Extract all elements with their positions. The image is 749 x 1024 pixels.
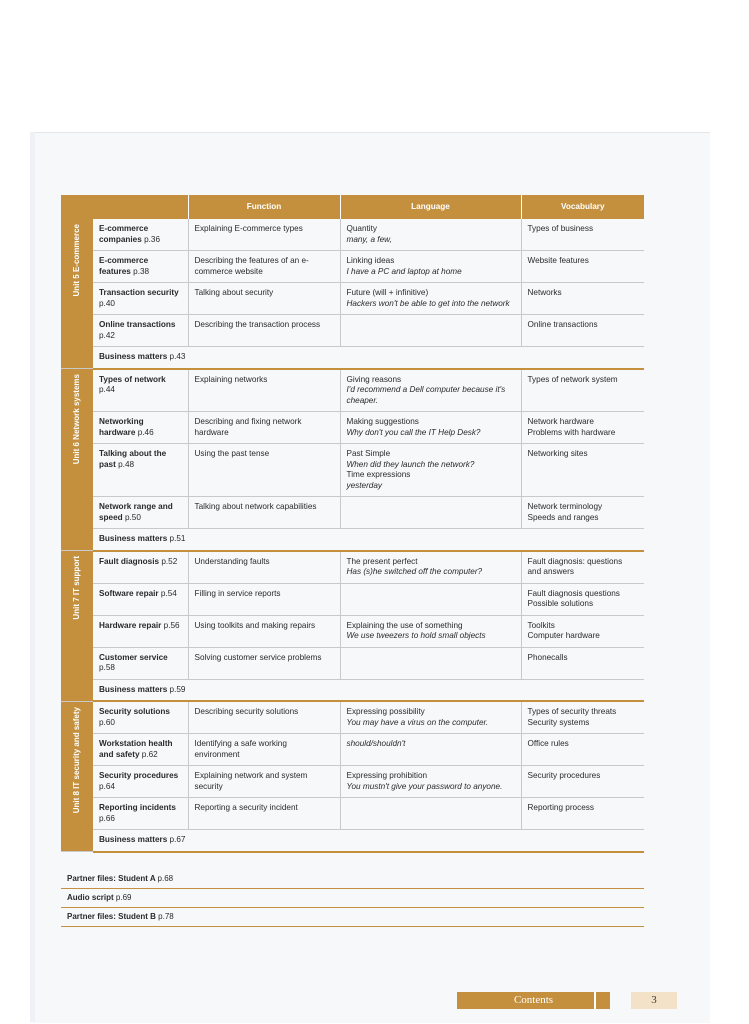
table-row <box>61 369 644 412</box>
lesson-title-cell[interactable] <box>93 251 188 283</box>
lesson-title-cell[interactable] <box>93 798 188 830</box>
function-cell: Understanding faults <box>188 551 340 584</box>
language-cell <box>340 315 521 347</box>
header-vocabulary: Vocabulary <box>521 195 644 219</box>
lesson-name: Network range and speed <box>99 502 173 522</box>
unit-title: Unit 8 IT security and safety <box>71 706 81 813</box>
vocabulary-cell: Types of security threats Security systems <box>521 701 644 734</box>
lesson-title-cell[interactable] <box>93 701 188 734</box>
table-row <box>61 766 644 798</box>
lesson-name: Networking hardware <box>99 417 144 437</box>
lesson-page: p.38 <box>133 266 150 276</box>
function-cell: Describing the features of an e-commerce website <box>188 251 340 283</box>
language-point: Quantity <box>346 224 377 233</box>
business-matters-label: Business matters <box>99 684 168 694</box>
vocabulary-cell: Online transactions <box>521 315 644 347</box>
lesson-page: p.58 <box>99 663 115 672</box>
lesson-title-cell[interactable] <box>93 283 188 315</box>
language-cell <box>340 497 521 529</box>
extra-page: p.78 <box>158 912 174 921</box>
language-example: Why don't you call the IT Help Desk? <box>346 427 481 437</box>
language-point: The present perfect <box>346 556 418 566</box>
language-example: You may have a virus on the computer. <box>346 717 489 727</box>
lesson-title-cell[interactable] <box>93 615 188 647</box>
header-corner <box>61 195 188 219</box>
extra-row-partner-a[interactable] <box>61 870 644 889</box>
language-point: Past Simple <box>346 449 391 458</box>
language-point: Expressing prohibition <box>346 771 428 780</box>
lesson-name: Transaction security <box>99 288 179 297</box>
business-matters-label: Business matters <box>99 835 168 844</box>
footer-section-bar <box>457 992 610 1009</box>
business-matters-row <box>61 679 644 701</box>
unit-title: Unit 7 IT support <box>71 556 81 620</box>
lesson-title-cell[interactable] <box>93 647 188 679</box>
function-cell: Explaining networks <box>188 369 340 412</box>
lesson-page: p.60 <box>99 717 115 727</box>
language-point: Making suggestions <box>346 417 419 426</box>
function-cell: Using toolkits and making repairs <box>188 615 340 647</box>
lesson-name: Types of network <box>99 374 166 384</box>
language-cell <box>340 444 521 497</box>
table-row <box>61 412 644 444</box>
function-cell: Solving customer service problems <box>188 647 340 679</box>
lesson-name: Customer service <box>99 652 168 662</box>
language-example: We use tweezers to hold small objects <box>346 631 486 640</box>
business-matters-cell[interactable] <box>93 830 644 852</box>
lesson-page: p.44 <box>99 385 115 394</box>
extra-row-audio-script[interactable] <box>61 889 644 908</box>
unit-tab <box>61 701 93 852</box>
lesson-page: p.54 <box>160 588 177 598</box>
function-cell: Reporting a security incident <box>188 798 340 830</box>
language-example: I have a PC and laptop at home <box>346 266 462 276</box>
language-example: should/shouldn't <box>346 739 406 748</box>
extra-page: p.68 <box>157 874 174 883</box>
table-header-row <box>61 195 644 219</box>
language-example: When did they launch the network? <box>346 459 475 469</box>
unit-title: Unit 6 Network systems <box>71 374 81 465</box>
table-row <box>61 551 644 584</box>
business-matters-label: Business matters <box>99 534 168 543</box>
table-row <box>61 219 644 251</box>
language-cell <box>340 615 521 647</box>
contents-table <box>61 195 644 853</box>
lesson-name: Talking about the past <box>99 449 167 469</box>
vocabulary-cell: Toolkits Computer hardware <box>521 615 644 647</box>
language-cell <box>340 219 521 251</box>
business-matters-cell[interactable] <box>93 679 644 701</box>
page-number: 3 <box>631 992 677 1009</box>
lesson-page: p.42 <box>99 330 115 340</box>
lesson-title-cell[interactable] <box>93 734 188 766</box>
lesson-page: p.36 <box>144 234 160 244</box>
vocabulary-cell: Fault diagnosis: questions and answers <box>521 551 644 584</box>
page-spine-shadow <box>30 132 35 1022</box>
lesson-name: Security solutions <box>99 707 170 716</box>
lesson-title-cell[interactable] <box>93 444 188 497</box>
lesson-title-cell[interactable] <box>93 766 188 798</box>
function-cell: Describing the transaction process <box>188 315 340 347</box>
business-matters-cell[interactable] <box>93 529 644 551</box>
lesson-title-cell[interactable] <box>93 369 188 412</box>
business-matters-row <box>61 347 644 369</box>
vocabulary-cell: Networking sites <box>521 444 644 497</box>
lesson-page: p.64 <box>99 781 115 791</box>
lesson-page: p.66 <box>99 813 115 823</box>
language-cell <box>340 283 521 315</box>
lesson-title-cell[interactable] <box>93 551 188 584</box>
business-matters-page: p.43 <box>169 352 186 361</box>
unit-title: Unit 5 E-commerce <box>71 224 81 297</box>
function-cell: Describing security solutions <box>188 701 340 734</box>
vocabulary-cell: Network hardware Problems with hardware <box>521 412 644 444</box>
vocabulary-cell: Office rules <box>521 734 644 766</box>
function-cell: Explaining E-commerce types <box>188 219 340 251</box>
lesson-page: p.40 <box>99 298 115 308</box>
lesson-name: E-commerce companies <box>99 224 149 244</box>
unit-tab <box>61 551 93 702</box>
table-row <box>61 798 644 830</box>
lesson-name: Security procedures <box>99 771 179 780</box>
language-cell <box>340 251 521 283</box>
business-matters-page: p.67 <box>169 835 186 844</box>
lesson-name: Software repair <box>99 588 159 598</box>
language-point: Linking ideas <box>346 256 395 265</box>
function-cell: Using the past tense <box>188 444 340 497</box>
lesson-title-cell[interactable] <box>93 315 188 347</box>
language-cell <box>340 412 521 444</box>
function-cell: Identifying a safe working environment <box>188 734 340 766</box>
extra-label: Partner files: Student A <box>67 874 156 883</box>
language-cell <box>340 701 521 734</box>
lesson-name: Online transactions <box>99 320 176 329</box>
lesson-page: p.50 <box>124 512 141 522</box>
lesson-name: Workstation health and safety <box>99 739 173 759</box>
vocabulary-cell: Types of business <box>521 219 644 251</box>
vocabulary-cell: Fault diagnosis questions Possible solutions <box>521 583 644 615</box>
extra-row-partner-b[interactable] <box>61 908 644 927</box>
extra-label: Partner files: Student B <box>67 912 156 921</box>
vocabulary-cell: Phonecalls <box>521 647 644 679</box>
language-cell <box>340 766 521 798</box>
language-example: Has (s)he switched off the computer? <box>346 567 483 576</box>
lesson-title-cell[interactable] <box>93 583 188 615</box>
business-matters-page: p.59 <box>169 684 186 694</box>
table-row <box>61 734 644 766</box>
language-point: Future (will + infinitive) <box>346 288 429 297</box>
table-row <box>61 444 644 497</box>
language-cell <box>340 583 521 615</box>
lesson-name: E-commerce features <box>99 256 149 276</box>
language-cell <box>340 369 521 412</box>
language-point: Explaining the use of something <box>346 620 463 630</box>
header-function: Function <box>188 195 340 219</box>
language-point-2: Time expressions <box>346 470 411 479</box>
language-cell <box>340 798 521 830</box>
lesson-name: Fault diagnosis <box>99 556 160 566</box>
table-row <box>61 701 644 734</box>
function-cell: Filling in service reports <box>188 583 340 615</box>
vocabulary-cell: Network terminology Speeds and ranges <box>521 497 644 529</box>
table-row <box>61 315 644 347</box>
lesson-page: p.52 <box>161 556 178 566</box>
vocabulary-cell: Networks <box>521 283 644 315</box>
lesson-page: p.62 <box>141 749 158 759</box>
unit-tab <box>61 369 93 551</box>
vocabulary-cell: Types of network system <box>521 369 644 412</box>
table-row <box>61 251 644 283</box>
function-cell: Describing and fixing network hardware <box>188 412 340 444</box>
table-body <box>61 219 644 852</box>
extra-label: Audio script <box>67 893 114 902</box>
language-example: I'd recommend a Dell computer because it's cheaper. <box>346 385 506 405</box>
lesson-page: p.46 <box>137 427 154 437</box>
lesson-title-cell[interactable] <box>93 497 188 529</box>
language-cell <box>340 647 521 679</box>
business-matters-row <box>61 529 644 551</box>
extra-sections <box>61 870 644 927</box>
vocabulary-cell: Website features <box>521 251 644 283</box>
lesson-title-cell[interactable] <box>93 412 188 444</box>
business-matters-cell[interactable] <box>93 347 644 369</box>
table-row <box>61 647 644 679</box>
language-cell <box>340 734 521 766</box>
business-matters-row <box>61 830 644 852</box>
language-point: Giving reasons <box>346 374 402 384</box>
table-row <box>61 615 644 647</box>
extra-page: p.69 <box>115 893 132 902</box>
language-example: You mustn't give your password to anyone. <box>346 781 503 791</box>
business-matters-page: p.51 <box>169 534 186 543</box>
footer-section-label: Contents <box>513 994 554 1006</box>
lesson-title-cell[interactable] <box>93 219 188 251</box>
table-row <box>61 583 644 615</box>
function-cell: Talking about network capabilities <box>188 497 340 529</box>
language-cell <box>340 551 521 584</box>
function-cell: Talking about security <box>188 283 340 315</box>
table-row <box>61 283 644 315</box>
unit-tab <box>61 219 93 369</box>
language-point: Expressing possibility <box>346 707 425 716</box>
language-example: Hackers won't be able to get into the network <box>346 298 510 308</box>
language-example-2: yesterday <box>346 480 382 490</box>
lesson-name: Reporting incidents <box>99 803 176 812</box>
function-cell: Explaining network and system security <box>188 766 340 798</box>
vocabulary-cell: Security procedures <box>521 766 644 798</box>
footer-divider <box>594 992 596 1009</box>
vocabulary-cell: Reporting process <box>521 798 644 830</box>
header-language: Language <box>340 195 521 219</box>
lesson-name: Hardware repair <box>99 620 162 630</box>
language-example: many, a few, <box>346 234 392 244</box>
table-row <box>61 497 644 529</box>
lesson-page: p.48 <box>118 459 135 469</box>
lesson-page: p.56 <box>163 620 180 630</box>
business-matters-label: Business matters <box>99 352 168 361</box>
